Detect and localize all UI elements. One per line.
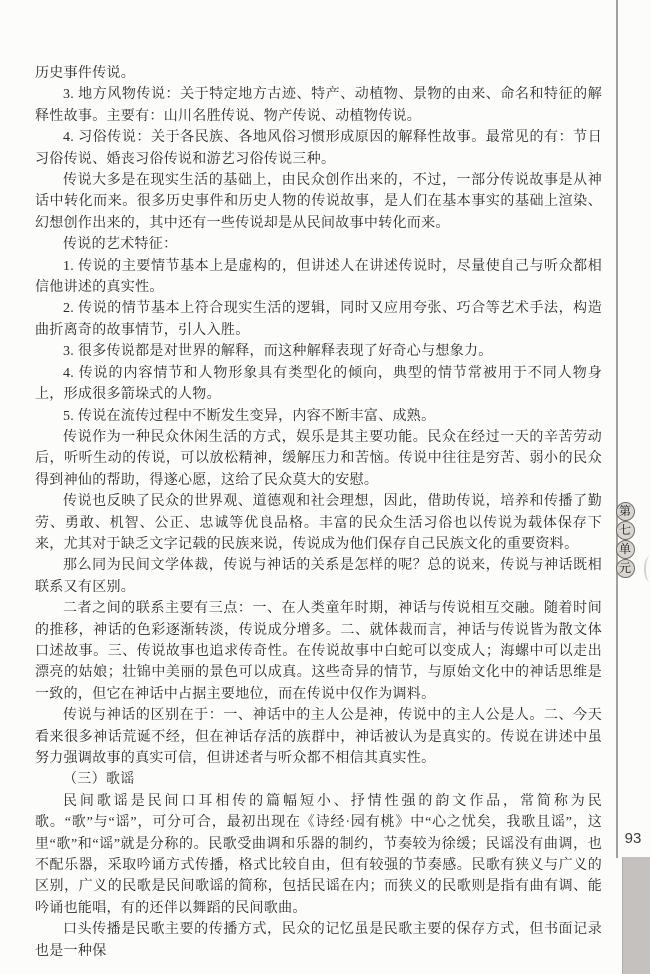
paragraph: 历史事件传说。 [35, 66, 136, 81]
paragraph: 3. 很多传说都是对世界的解释，而这种解释表现了好奇心与想象力。 [63, 344, 493, 360]
paragraph: 4. 习俗传说：关于各民族、各地风俗习惯形成原因的解释性故事。最常见的有：节日习俗传说、婚丧习俗传说和游艺习俗传说三种。 [35, 130, 602, 167]
paragraph: 4. 传说的内容情节和人物形象具有类型化的倾向，典型的情节常被用于不同人物身上，形成很多箭垛式的人物。 [35, 365, 602, 403]
unit-badge-char: 七 [616, 521, 635, 540]
paragraph: 口头传播是民歌主要的传播方式，民众的记忆虽是民歌主要的保存方式，但书面记录也是一种保 [35, 922, 602, 959]
paragraph: 5. 传说在流传过程中不断发生变异，内容不断丰富、成熟。 [63, 408, 436, 424]
paragraph: 那么同为民间文学体裁，传说与神话的关系是怎样的呢？总的说来，传说与神话既相联系又有区别。 [35, 558, 602, 595]
unit-badge [615, 502, 635, 578]
section-heading-geyao: （三）歌谣 [63, 772, 135, 788]
margin-rule [616, 0, 618, 858]
body-text [35, 63, 602, 962]
paragraph: 传说的艺术特征： [63, 237, 178, 253]
scan-artifact [644, 556, 650, 582]
paragraph: 1. 传说的主要情节基本上是虚构的，但讲述人在讲述传说时，尽量使自己与听众都相信他讲述的真实性。 [35, 258, 602, 296]
unit-badge-char: 第 [616, 502, 635, 521]
paragraph: 传说作为一种民众休闲生活的方式，娱乐是其主要功能。民众在经过一天的辛苦劳动后，听听生动的传说，可以放松精神，缓解压力和苦恼。传说中往往是穷苦、弱小的民众得到神仙的帮助，得遂心愿，这给了民众莫大的安慰。 [35, 429, 602, 488]
paragraph: 二者之间的联系主要有三点：一、在人类童年时期，神话与传说相互交融。随着时间的推移，神话的色彩逐渐转淡，传说成分增多。二、就体裁而言，神话与传说皆为散文体口述故事。三、传说故事也追求传奇性。在传说故事中白蛇可以变成人；海螺中可以走出漂亮的姑娘；壮锦中美丽的景色可以成真。这些奇异的情节，与原始文化中的神话思维是一致的，但它在神话中占据主要地位，而在传说中仅作为调料。 [35, 601, 602, 702]
paragraph: 3. 地方风物传说：关于特定地方古迹、特产、动植物、景物的由来、命名和特征的解释性故事。主要有：山川名胜传说、物产传说、动植物传说。 [35, 87, 602, 124]
unit-badge-char: 元 [616, 559, 635, 578]
page-number: 93 [624, 830, 642, 847]
paragraph: 民间歌谣是民间口耳相传的篇幅短小、抒情性强的韵文作品，常简称为民歌。“歌”与“谣”，可分可合，最初出现在《诗经·园有桃》中“心之忧矣，我歌且谣”，这里“歌”和“谣”就是分称的。民歌受曲调和乐器的制约，节奏较为徐缓；民谣没有曲调，也不配乐器，采取吟诵方式传播，格式比较自由，但有较强的节奏感。民歌有狭义与广义的区别，广义的民歌是民间歌谣的简称，包括民谣在内；而狭义的民歌则是指有曲有调、能吟诵也能唱，有的还伴以舞蹈的民间歌曲。 [35, 793, 602, 916]
paragraph: 传说大多是在现实生活的基础上，由民众创作出来的，不过，一部分传说故事是从神话中转化而来。很多历史事件和历史人物的传说故事，是人们在基本事实的基础上渲染、幻想创作出来的，其中还有一些传说却是从民间故事中转化而来。 [35, 173, 602, 231]
page-edge-shading [622, 857, 650, 974]
unit-badge-char: 单 [616, 540, 635, 559]
paragraph: 传说也反映了民众的世界观、道德观和社会理想，因此，借助传说，培养和传播了勤劳、勇敢、机智、公正、忠诚等优良品格。丰富的民众生活习俗也以传说为载体保存下来，尤其对于缺乏文字记载的民族来说，传说成为他们保存自己民族文化的重要资料。 [35, 494, 602, 552]
paragraph: 传说与神话的区别在于：一、神话中的主人公是神，传说中的主人公是人。二、今天看来很多神话荒诞不经，但在神话存活的族群中，神话被认为是真实的。传说在讲述中虽努力强调故事的真实可信，但讲述者与听众都不相信其真实性。 [35, 708, 602, 766]
paragraph: 2. 传说的情节基本上符合现实生活的逻辑，同时又应用夸张、巧合等艺术手法，构造曲折离奇的故事情节，引人入胜。 [35, 301, 602, 338]
